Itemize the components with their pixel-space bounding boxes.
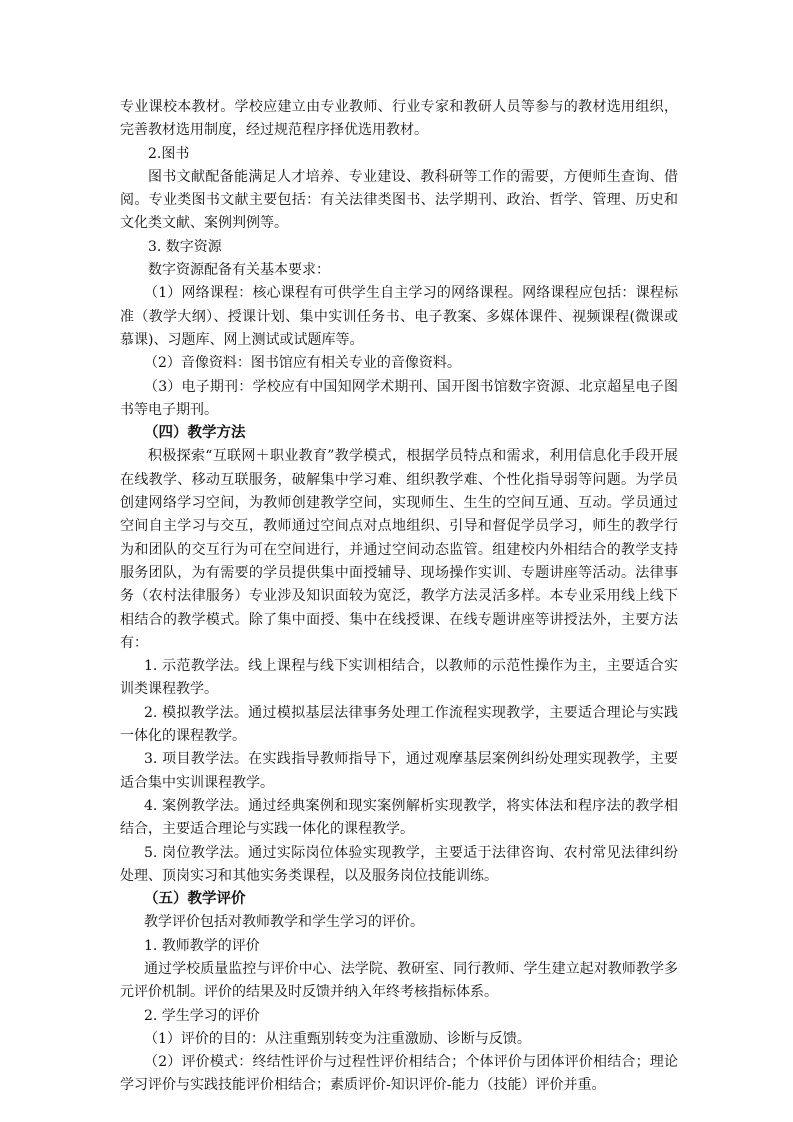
subheading-books: 2.图书 bbox=[148, 145, 190, 162]
section-heading-teaching-methods: （四）教学方法 bbox=[144, 425, 246, 442]
paragraph-method-simulation: 2. 模拟教学法。通过模拟基层法律事务处理工作流程实现教学，主要适合理论与实践一体化的课程教学。 bbox=[120, 704, 678, 745]
paragraph-evaluation-intro: 教学评价包括对教师教学和学生学习的评价。 bbox=[144, 914, 424, 931]
paragraph-books: 图书文献配备能满足人才培养、专业建设、教科研等工作的需要，方便师生查询、借阅。专业类图书文献主要包括：有关法律类图书、法学期刊、政治、哲学、管理、历史和文化类文献、案例判例等。 bbox=[120, 168, 678, 232]
paragraph-teacher-evaluation: 通过学校质量监控与评价中心、法学院、教研室、同行教师、学生建立起对教师教学多元评价机制。评价的结果及时反馈并纳入年终考核指标体系。 bbox=[120, 960, 678, 1001]
paragraph-evaluation-purpose: （1）评价的目的：从注重甄别转变为注重激励、诊断与反馈。 bbox=[144, 1030, 531, 1047]
paragraph-evaluation-mode: （2）评价模式：终结性评价与过程性评价相结合；个体评价与团体评价相结合；理论学习评价与实践技能评价相结合；素质评价-知识评价-能力（技能）评价并重。 bbox=[120, 1054, 678, 1094]
paragraph-textbook-selection: 专业课校本教材。学校应建立由专业教师、行业专家和教研人员等参与的教材选用组织，完善教材选用制度，经过规范程序择优选用教材。 bbox=[120, 99, 678, 139]
paragraph-method-case: 4. 案例教学法。通过经典案例和现实案例解析实现教学，将实体法和程序法的教学相结合，主要适合理论与实践一体化的课程教学。 bbox=[120, 797, 678, 838]
paragraph-digital-requirements: 数字资源配备有关基本要求： bbox=[148, 262, 330, 279]
paragraph-audio-video: （2）音像资料：图书馆应有相关专业的音像资料。 bbox=[144, 355, 461, 372]
paragraph-method-position: 5. 岗位教学法。通过实际岗位体验实现教学，主要适于法律咨询、农村常见法律纠纷处理、顶岗实习和其他实务类课程，以及服务岗位技能训练。 bbox=[120, 844, 678, 884]
paragraph-method-project: 3. 项目教学法。在实践指导教师指导下，通过观摩基层案例纠纷处理实现教学，主要适合集中实训课程教学。 bbox=[120, 751, 678, 791]
subheading-digital-resources: 3. 数字资源 bbox=[148, 238, 222, 255]
paragraph-online-courses: （1）网络课程：核心课程有可供学生自主学习的网络课程。网络课程应包括：课程标准（教学大纲）、授课计划、集中实训任务书、电子教案、多媒体课件、视频课程(微课或慕课)、习题库、网上测试或试题库等。 bbox=[120, 285, 678, 348]
subheading-teacher-evaluation: 1. 教师教学的评价 bbox=[144, 937, 260, 954]
paragraph-method-demonstration: 1. 示范教学法。线上课程与线下实训相结合，以教师的示范性操作为主，主要适合实训类课程教学。 bbox=[120, 658, 678, 698]
paragraph-teaching-methods: 积极探索“互联网＋职业教育”教学模式，根据学员特点和需求，利用信息化手段开展在线教学、移动互联服务，破解集中学习难、组织教学难、个性化指导弱等问题。为学员创建网络学习空间，为教师创建教学空间，实现师生、生生的空间互通、互动。学员通过空间自主学习与交互，教师通过空间点对点地组织、引导和督促学员学习，师生的教学行为和团队的交互行为可在空间进行，并通过空间动态监管。组建校内外相结合的教学支持服务团队，为有需要的学员提供集中面授辅导、现场操作实训、专题讲座等活动。法律事务（农村法律服务）专业涉及知识面较为宽泛，教学方法灵活多样。本专业采用线上线下相结合的教学模式。除了集中面授、集中在线授课、在线专题讲座等讲授法外，主要方法有： bbox=[120, 448, 678, 651]
subheading-student-evaluation: 2. 学生学习的评价 bbox=[144, 1007, 260, 1024]
paragraph-e-journals: （3）电子期刊：学校应有中国知网学术期刊、国开图书馆数字资源、北京超星电子图书等电子期刊。 bbox=[120, 378, 678, 418]
section-heading-teaching-evaluation: （五）教学评价 bbox=[144, 891, 246, 908]
